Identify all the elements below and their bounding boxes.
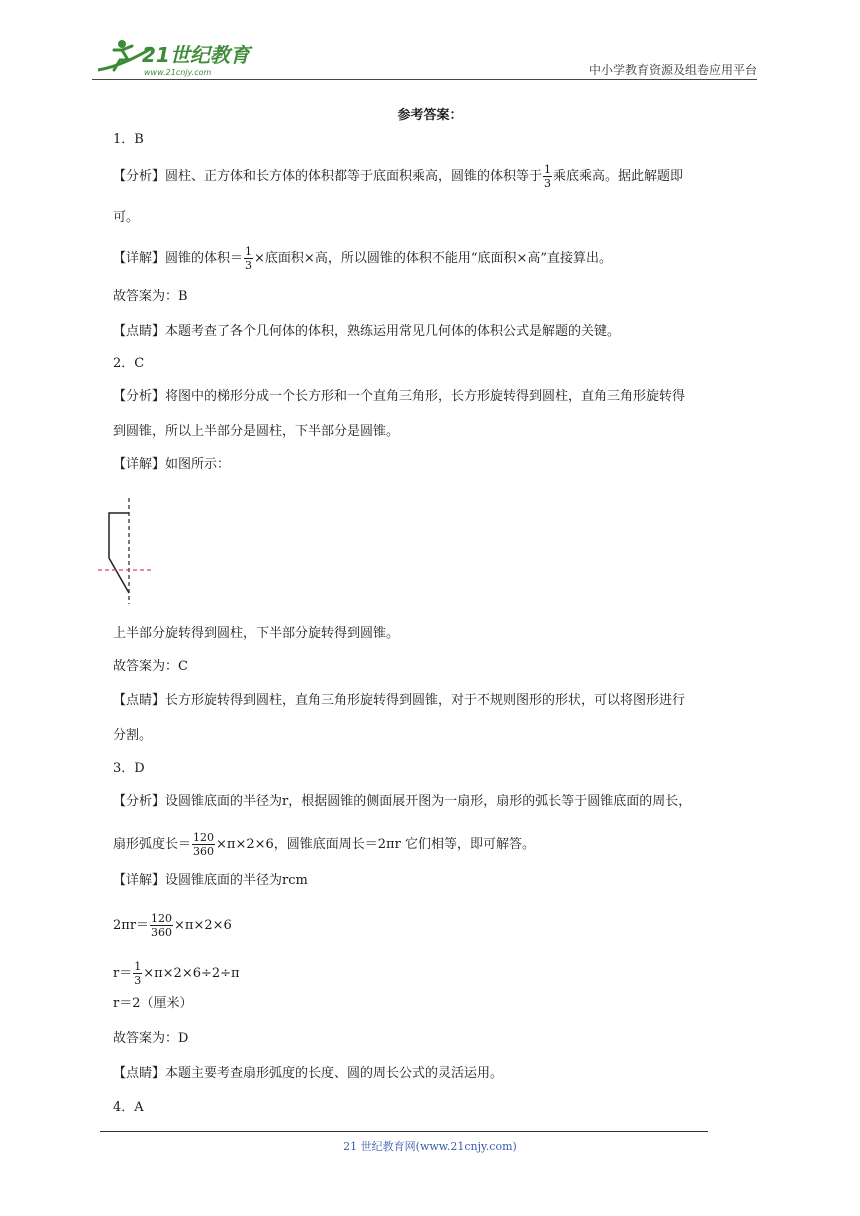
q3-fenxi-cont: [113, 831, 535, 858]
q2-fenxi-cont: 到圆锥，所以上半部分是圆柱，下半部分是圆锥。: [113, 424, 400, 439]
q2-dianjing-text-a: 长方形旋转得到圆柱，直角三角形旋转得到圆锥，对于不规则图形的形状，可以将图形进行: [165, 693, 686, 708]
svg-text:www.21cnjy.com: www.21cnjy.com: [144, 68, 212, 77]
fenxi-label: 【分析】: [113, 169, 166, 184]
site-logo: [92, 36, 262, 80]
q3-fenxi: [113, 793, 691, 811]
footer-divider: [100, 1131, 708, 1132]
q1-xiangjie-text-a: 圆锥的体积＝: [165, 251, 244, 266]
q2-fenxi-text-a: 将图中的梯形分成一个长方形和一个直角三角形，长方形旋转得到圆柱，直角三角形旋转得: [165, 389, 686, 404]
dianjing-label: 【点睛】: [113, 1066, 166, 1081]
q2-xiangjie-text: 如图所示：: [165, 457, 231, 472]
q2-after-figure: 上半部分旋转得到圆柱，下半部分旋转得到圆锥。: [113, 626, 400, 641]
svg-text:21世纪教育: 21世纪教育: [142, 43, 250, 67]
eq2-rhs: ×π×2×6÷2÷π: [143, 966, 240, 981]
page-header: [92, 30, 757, 80]
rotation-figure: [96, 494, 158, 606]
q3-equation-3: r＝2（厘米）: [113, 996, 193, 1011]
q1-fenxi-text-a: 圆柱、正方体和长方体的体积都等于底面积乘高，圆锥的体积等于: [165, 169, 543, 184]
eq2-lhs: r＝: [113, 966, 133, 981]
q2-dianjing: [113, 692, 685, 710]
q1-xiangjie-text-b: ×底面积×高，所以圆锥的体积不能用“底面积×高”直接算出。: [254, 251, 613, 266]
eq1-rhs: ×π×2×6: [174, 918, 232, 933]
q3-equation-2: [113, 960, 240, 987]
q3-final: 故答案为：D: [113, 1031, 189, 1046]
q4-answer: 4．A: [113, 1100, 144, 1115]
q3-dianjing-text: 本题主要考查扇形弧度的长度、圆的周长公式的灵活运用。: [165, 1066, 504, 1081]
q1-answer: 1．B: [113, 132, 144, 147]
q2-fenxi: [113, 388, 685, 406]
q2-answer: 2．C: [113, 356, 145, 371]
q2-dianjing-cont: 分割。: [113, 728, 153, 743]
eq1-lhs: 2πr＝: [113, 918, 150, 933]
q1-final: 故答案为：B: [113, 289, 188, 304]
page-title: 参考答案：: [397, 108, 463, 123]
q1-dianjing: [113, 323, 620, 341]
q1-dianjing-text: 本题考查了各个几何体的体积，熟练运用常见几何体的体积公式是解题的关键。: [165, 324, 621, 339]
q2-xiangjie: [113, 456, 230, 474]
xiangjie-label: 【详解】: [113, 873, 166, 888]
q1-fenxi-cont: 可。: [113, 210, 140, 225]
q1-fenxi: [113, 163, 683, 190]
trapezoid-outline: [109, 513, 129, 593]
q1-xiangjie-fraction: $\frac{1}{3}$: [245, 245, 253, 272]
q3-answer: 3．D: [113, 761, 145, 776]
xiangjie-label: 【详解】: [113, 457, 166, 472]
q3-xiangjie: [113, 872, 308, 890]
q1-xiangjie: [113, 245, 612, 272]
dianjing-label: 【点睛】: [113, 693, 166, 708]
eq2-fraction: $\frac{1}{3}$: [134, 960, 142, 987]
dianjing-label: 【点睛】: [113, 324, 166, 339]
header-divider: [92, 79, 757, 80]
fenxi-label: 【分析】: [113, 794, 166, 809]
q3-fenxi-text-b2: ×π×2×6，圆锥底面周长＝2πr 它们相等，即可解答。: [216, 837, 535, 852]
xiangjie-label: 【详解】: [113, 251, 166, 266]
platform-name: 中小学教育资源及组卷应用平台: [588, 63, 757, 77]
page-footer: 21 世纪教育网(www.21cnjy.com): [343, 1140, 517, 1153]
q3-fenxi-fraction: $\frac{120}{360}$: [193, 831, 215, 858]
q3-dianjing: [113, 1065, 503, 1083]
q3-fenxi-text-a: 设圆锥底面的半径为r，根据圆锥的侧面展开图为一扇形，扇形的弧长等于圆锥底面的周长，: [165, 794, 692, 809]
q1-fenxi-text-b: 乘底乘高。据此解题即: [553, 169, 684, 184]
q1-fraction: $\frac{1}{3}$: [544, 163, 552, 190]
q3-equation-1: [113, 912, 232, 939]
q3-xiangjie-text: 设圆锥底面的半径为rcm: [165, 873, 308, 888]
q3-fenxi-text-b1: 扇形弧度长＝: [113, 837, 192, 852]
fenxi-label: 【分析】: [113, 389, 166, 404]
q2-final: 故答案为：C: [113, 659, 188, 674]
eq1-fraction: $\frac{120}{360}$: [151, 912, 173, 939]
